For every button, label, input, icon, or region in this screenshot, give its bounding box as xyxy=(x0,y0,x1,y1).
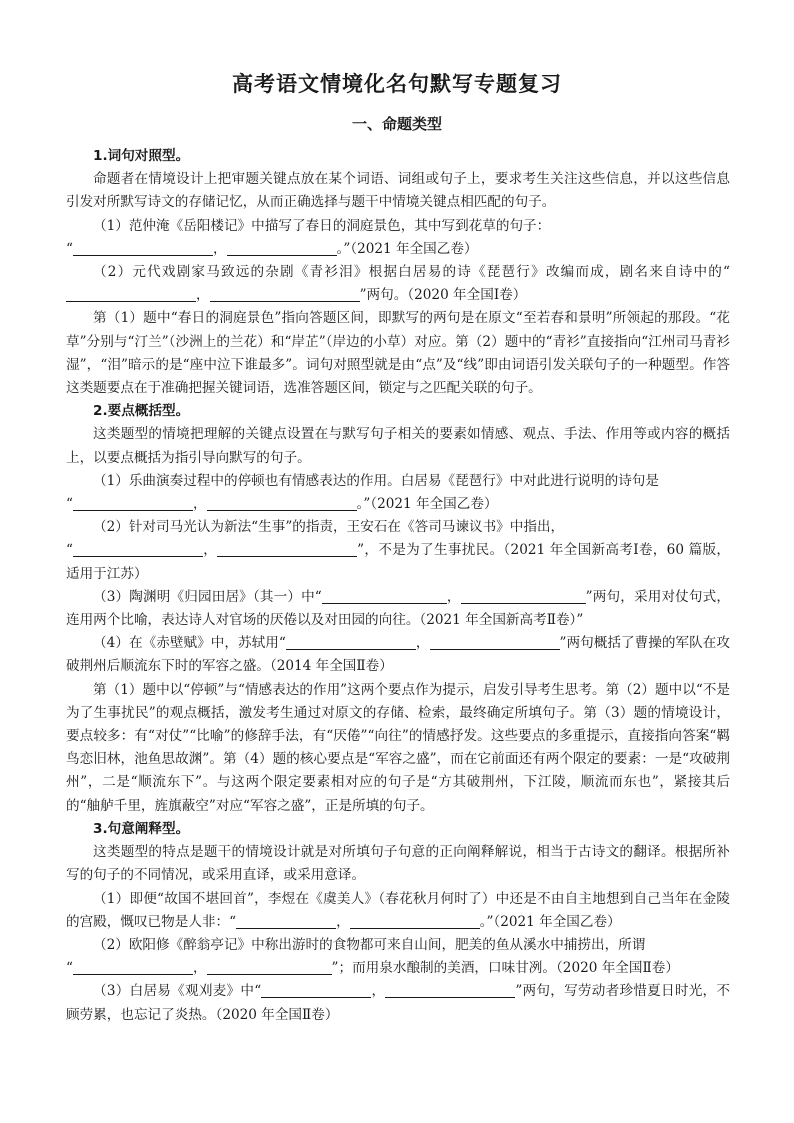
answer-blank[interactable] xyxy=(430,635,560,650)
answer-blank[interactable] xyxy=(236,914,336,929)
answer-blank[interactable] xyxy=(461,589,586,604)
analysis-paragraph: 第（1）题中“春日的洞庭景色”指向答题区间，即默写的两句是在原文“至若春和景明”所领起的那段。“花草”分别与“汀兰”（沙洲上的兰花）和“岸芷”（岸边的小草）对应。第（2）题中的“青衫”直接指向“江州司马青衫湿”，“泪”暗示的是“座中泣下谁最多”。词句对照型就是由“点”及“线”即由词语引发关联句子的一种题型。作答这类题要点在于准确把握关键词语，选准答题区间，锁定与之匹配关联的句子。 xyxy=(66,310,730,397)
answer-blank[interactable] xyxy=(73,542,203,557)
answer-blank[interactable] xyxy=(227,241,337,256)
paragraph: 命题者在情境设计上把审题关键点放在某个词语、词组或句子上，要求考生关注这些信息，并以这些信息引发对所默写诗文的存储记忆，从而正确选择与题干中情境关键点相匹配的句子。 xyxy=(66,171,730,211)
question: （2）针对司马光认为新法“生事”的指责，王安石在《答司马谏议书》中指出， xyxy=(93,519,565,536)
answer-blank[interactable] xyxy=(322,589,447,604)
answer-blank[interactable] xyxy=(73,241,213,256)
answer-blank[interactable] xyxy=(286,635,416,650)
answer-blank[interactable] xyxy=(210,287,360,302)
answer-blank[interactable] xyxy=(261,983,371,998)
paragraph: 这类题型的情境把理解的关键点设置在与默写句子相关的要素如情感、观点、手法、作用等或内容的概括上，以要点概括为指引导向默写的句子。 xyxy=(66,426,730,466)
answer-blank[interactable] xyxy=(385,983,515,998)
answer-line: “ ， 。”（2021 年全国乙卷） xyxy=(66,240,478,257)
question: （2）欧阳修《醉翁亭记》中称出游时的食物都可来自山间，肥美的鱼从溪水中捕捞出，所谓 xyxy=(93,936,646,953)
answer-line: “ ， ”；而用泉水酿制的美酒，口味甘冽。（2020 年全国Ⅱ卷） xyxy=(66,960,679,977)
analysis-paragraph: 第（1）题中以“停顿”与“情感表达的作用”这两个要点作为提示，启发引导考生思考。第（2）题中以“不是为了生事扰民”的观点概括，激发考生通过对原文的存储、检索，最终确定所填句子。第（3）题的情境设计，要点较多：有“对仗”“比喻”的修辞手法，有“厌倦”“向往”的情感抒发。这些要点的多重提示，直接指向答案“羁鸟恋旧林，池鱼思故渊”。第（4）题的核心要点是“军容之盛”，而在它前面还有两个限定的要素：一是“攻破荆州”，二是“顺流东下”。与这两个限定要素相对应的句子是“方其破荆州，下江陵，顺流而东也”，紧接其后的“舳舻千里，旌旗蔽空”对应“军容之盛”，正是所填的句子。 xyxy=(66,681,730,814)
answer-blank[interactable] xyxy=(73,960,193,975)
question: （4）在《赤壁赋》中，苏轼用“ ， ”两句概括了曹操的军队在攻破荆州后顺流东下时的军容之盛。（2014 年全国Ⅱ卷） xyxy=(66,635,731,675)
answer-blank[interactable] xyxy=(73,496,193,511)
answer-blank[interactable] xyxy=(66,287,196,302)
document-title: 高考语文情境化名句默写专题复习 xyxy=(232,72,562,96)
type-heading-3: 3.句意阐释型。 xyxy=(93,820,190,837)
question: （1）即便“故国不堪回首”，李煜在《虞美人》（春花秋月何时了）中还是不由自主地想到自己当年在金陵的宫殿，慨叹已物是人非：“ ， 。”（2021 年全国乙卷） xyxy=(66,890,730,930)
question: （3）陶渊明《归园田居》（其一）中“ ， ”两句，采用对仗句式，连用两个比喻，表达诗人对官场的厌倦以及对田园的向往。（2021 年全国新高考Ⅱ卷）” xyxy=(66,588,730,629)
question: （3）白居易《观刈麦》中“ ， ”两句，写劳动者珍惜夏日时光，不顾劳累，也忘记了炎热。（2020 年全国Ⅱ卷） xyxy=(66,983,730,1023)
question: （1）乐曲演奏过程中的停顿也有情感表达的作用。白居易《琵琶行》中对此进行说明的诗句是 xyxy=(93,472,659,489)
answer-line: “ ， 。”（2021 年全国乙卷） xyxy=(66,496,498,513)
type-heading-1: 1.词句对照型。 xyxy=(93,148,190,164)
answer-blank[interactable] xyxy=(207,496,357,511)
answer-blank[interactable] xyxy=(207,960,332,975)
question: （1）范仲淹《岳阳楼记》中描写了春日的洞庭景色，其中写到花草的句子： xyxy=(93,217,551,234)
document-body xyxy=(66,145,730,1027)
question: （2）元代戏剧家马致远的杂剧《青衫泪》根据白居易的诗《琵琶行》改编而成，剧名来自诗中的“， ”两句。（2020 年全国Ⅰ卷） xyxy=(66,261,730,307)
answer-line: “ ， ”，不是为了生事扰民。（2021 年全国新高考Ⅰ卷，60 篇版，适用于江苏） xyxy=(66,542,730,582)
answer-blank[interactable] xyxy=(217,542,357,557)
answer-blank[interactable] xyxy=(350,914,480,929)
type-heading-2: 2.要点概括型。 xyxy=(93,403,190,420)
paragraph: 这类题型的特点是题干的情境设计就是对所填句子句意的正向阐释解说，相当于古诗文的翻译。根据所补写的句子的不同情况，或采用直译，或采用意译。 xyxy=(66,844,730,884)
section-heading: 一、命题类型 xyxy=(351,115,442,133)
